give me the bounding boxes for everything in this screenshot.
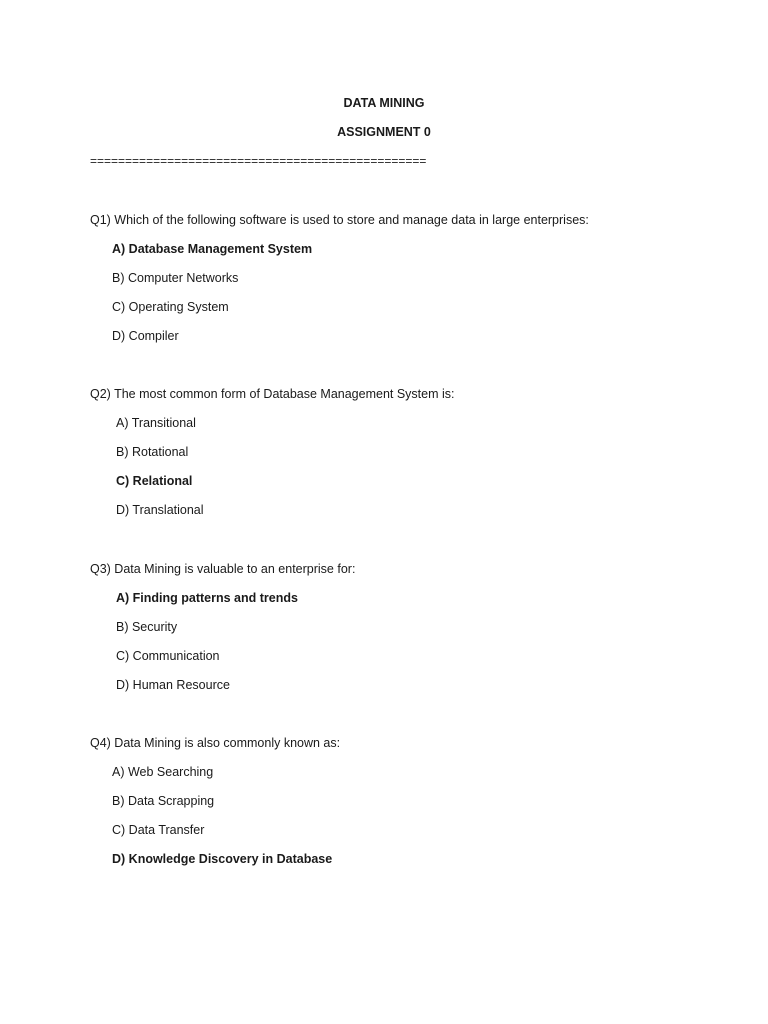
answer-option: B) Security bbox=[116, 620, 178, 634]
answer-option: C) Data Transfer bbox=[112, 823, 205, 837]
question-text: Q3) Data Mining is valuable to an enterprise for: bbox=[90, 562, 356, 576]
answer-option: A) Finding patterns and trends bbox=[116, 591, 298, 605]
document-subtitle: ASSIGNMENT 0 bbox=[337, 125, 431, 139]
answer-option: B) Data Scrapping bbox=[112, 794, 215, 808]
answer-option: D) Human Resource bbox=[116, 678, 230, 692]
answer-option: D) Translational bbox=[116, 503, 204, 517]
question-text: Q2) The most common form of Database Management System is: bbox=[90, 387, 455, 401]
answer-option: A) Transitional bbox=[116, 416, 196, 430]
answer-option: B) Rotational bbox=[116, 445, 189, 459]
answer-option: C) Communication bbox=[116, 649, 220, 663]
question-text: Q1) Which of the following software is used to store and manage data in large enterprises: bbox=[90, 213, 589, 227]
answer-option: B) Computer Networks bbox=[112, 271, 239, 285]
question-text: Q4) Data Mining is also commonly known as: bbox=[90, 736, 341, 750]
answer-option: A) Web Searching bbox=[112, 765, 214, 779]
answer-option: C) Relational bbox=[116, 474, 193, 488]
answer-option: D) Knowledge Discovery in Database bbox=[112, 852, 333, 866]
separator-line: ================================================ bbox=[90, 154, 427, 168]
document-title: DATA MINING bbox=[343, 96, 425, 110]
answer-option: A) Database Management System bbox=[112, 242, 313, 256]
answer-option: C) Operating System bbox=[112, 300, 229, 314]
answer-option: D) Compiler bbox=[112, 329, 179, 343]
